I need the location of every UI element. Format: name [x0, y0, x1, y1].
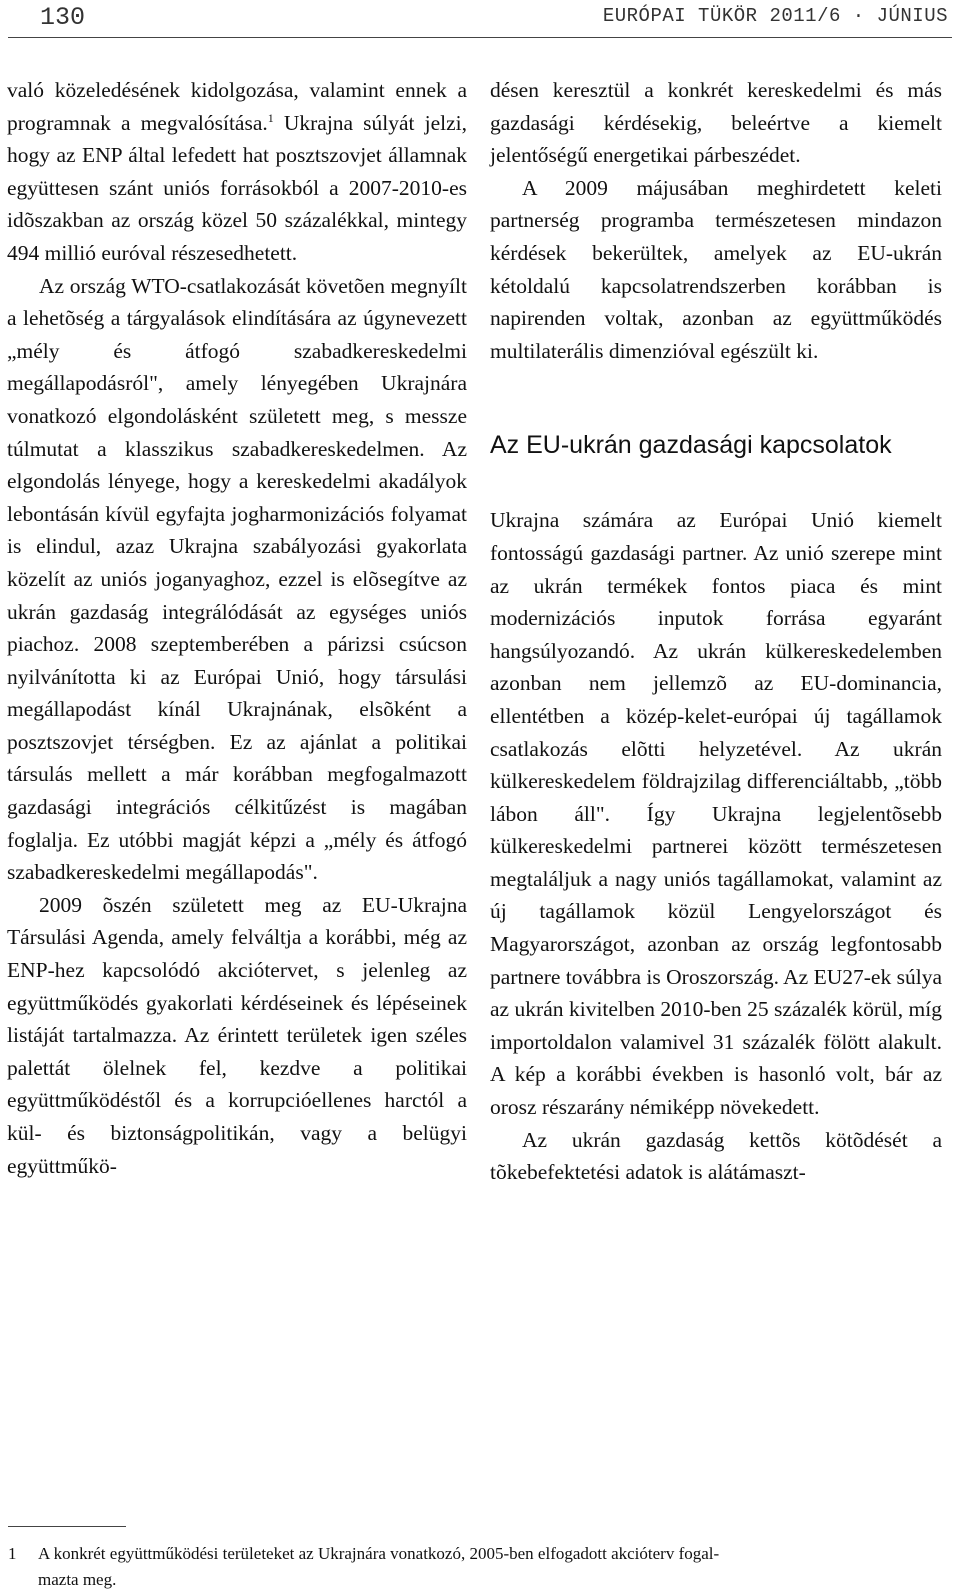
right-column [490, 74, 942, 1189]
footnote-rule [8, 1526, 126, 1527]
footnote-text: A konkrét együttműködési területeket az Ukrajnára vonatkozó, 2005-ben elfogadott akcióterv fogal- [38, 1544, 720, 1563]
page-number: 130 [40, 3, 86, 32]
footnote-number: 1 [8, 1544, 17, 1563]
paragraph: A 2009 májusában meghirdetett keleti partnerség programba természetesen mindazon kérdések bekerültek, amelyek az EU-ukrán kétoldalú kapcsolatrendszerben korábban is napirenden voltak, azonban az együttműködés multilaterális dimenzióval egészült ki. [490, 175, 942, 363]
footnote [8, 1541, 938, 1593]
paragraph: Az ország WTO-csatlakozását követõen megnyílt a lehetõség a tárgyalások elindítására az úgynevezett „mély és átfogó szabadkereskedelmi megállapodásról", amely lényegében Ukrajnára vonatkozó elgondolásként született meg, s messze túlmutat a klasszikus szabadkereskedelmen. Az elgondolás lényege, hogy a kereskedelmi akadályok lebontásán kívül egyfajta jogharmonizációs folyamat is elindul, azaz Ukrajna szabályozási gyakorlata közelít az uniós joganyaghoz, ezzel is elõsegítve az ukrán gazdaság integrálódását az egységes uniós piachoz. 2008 szeptemberében a párizsi csúcson nyilvánította ki az Európai Unió, hogy társulási megállapodást kínál Ukrajnának, elsõként a posztszovjet térségben. Ez az ajánlat a politikai társulás mellett a már korábban megfogalmazott gazdasági integrációs célkitűzést is magában foglalja. Ez utóbbi magját képzi a „mély és átfogó szabadkereskedelmi megállapodás". [7, 273, 467, 885]
footnote-text-continued: mazta meg. [38, 1570, 117, 1589]
paragraph-text: Ukrajna súlyát jelzi, hogy az ENP által lefedett hat posztszovjet államnak együttesen szánt uniós forrásokból a 2007-2010-es idõszakban az ország közel 50 százalékkal, mintegy 494 millió euróval részesedhetett. [7, 110, 467, 265]
paragraph: Az ukrán gazdaság kettõs kötõdését a tõkebefektetési adatok is alátámaszt- [490, 1127, 942, 1185]
paragraph: Ukrajna számára az Európai Unió kiemelt fontosságú gazdasági partner. Az unió szerepe mint az ukrán termékek fontos piaca és mint modernizációs inputok forrása egyaránt hangsúlyozandó. Az ukrán külkereskedelemben azonban nem jellemzõ az EU-dominancia, ellentétben a közép-kelet-európai új tagállamok csatlakozás elõtti helyzetével. Az ukrán külkereskedelem földrajzilag differenciáltabb, „több lábon áll". Így Ukrajna legjelentõsebb külkereskedelmi partnerei között természetesen megtaláljuk a nagy uniós tagállamokat, valamint az új tagállamok közül Lengyelországot és Magyarországot, azonban az ország legfontosabb partnere továbbra is Oroszország. Az EU27-ek súlya az ukrán kivitelben 2010-ben 25 százalék körül, míg importoldalon valamivel 31 százalék fölött alakult. A kép a korábbi években is hasonló volt, bár az orosz részarány némiképp növekedett. [490, 508, 942, 1120]
section-heading: Az EU-ukrán gazdasági kapcsolatok [490, 431, 892, 460]
running-title: EURÓPAI TÜKÖR 2011/6 · JÚNIUS [602, 5, 948, 27]
page-header [0, 0, 960, 42]
footnote-reference[interactable]: 1 [267, 110, 274, 125]
left-column [7, 74, 467, 1182]
paragraph [7, 74, 467, 270]
paragraph: désen keresztül a konkrét kereskedelmi és más gazdasági kérdésekig, beleértve a kiemelt jelentőségű energetikai párbeszédet. [490, 78, 942, 168]
header-rule [8, 37, 952, 38]
paragraph: 2009 õszén született meg az EU-Ukrajna Társulási Agenda, amely felváltja a korábbi, még az ENP-hez kapcsolódó akciótervet, s jelenleg az együttműködés gyakorlati kérdéseinek és lépéseinek listáját tartalmazza. Az érintett területek igen széles palettát ölelnek fel, kezdve a politikai együttműködéstől és a korrupcióellenes harctól a kül- és biztonságpolitikán, vagy a belügyi együttműkö- [7, 892, 467, 1178]
paragraph-text: való közeledésének kidolgozása, valamint ennek a programnak a megvalósítása. [7, 78, 467, 135]
